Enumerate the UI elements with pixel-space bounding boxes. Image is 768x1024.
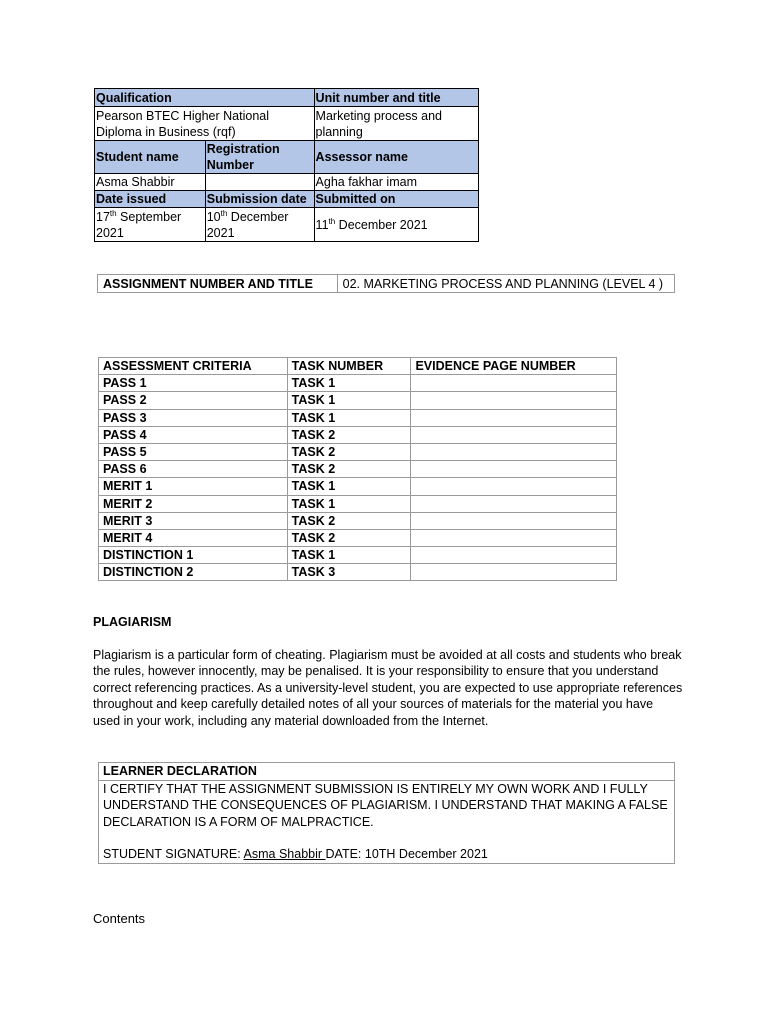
task-number-cell: TASK 2 (287, 443, 411, 460)
criteria-row (99, 461, 617, 478)
task-number-cell: TASK 2 (287, 512, 411, 529)
criteria-cell: PASS 5 (99, 443, 288, 460)
evidence-page-cell (411, 564, 617, 581)
task-number-cell: TASK 1 (287, 409, 411, 426)
contents-heading: Contents (93, 911, 146, 926)
task-number-cell: TASK 3 (287, 564, 411, 581)
declaration-body (99, 781, 675, 864)
evidence-page-cell (411, 375, 617, 392)
criteria-cell: MERIT 1 (99, 478, 288, 495)
assessor-label: Assessor name (314, 141, 478, 174)
evidence-page-cell (411, 512, 617, 529)
evidence-page-cell (411, 409, 617, 426)
task-number-cell: TASK 2 (287, 426, 411, 443)
evidence-page-cell (411, 426, 617, 443)
criteria-cell: MERIT 4 (99, 529, 288, 546)
criteria-cell: DISTINCTION 2 (99, 564, 288, 581)
criteria-cell: PASS 3 (99, 409, 288, 426)
submitted-on-label: Submitted on (314, 191, 478, 208)
criteria-row (99, 495, 617, 512)
assessment-criteria-table (98, 357, 617, 581)
declaration-heading: LEARNER DECLARATION (99, 763, 675, 781)
task-number-cell: TASK 1 (287, 478, 411, 495)
criteria-row (99, 443, 617, 460)
signature-line: STUDENT SIGNATURE: Asma Shabbir DATE: 10TH December 2021 (103, 847, 488, 862)
assignment-label: ASSIGNMENT NUMBER AND TITLE (98, 275, 338, 293)
criteria-header: ASSESSMENT CRITERIA (99, 358, 288, 375)
evidence-page-cell (411, 478, 617, 495)
assignment-title-table (97, 274, 675, 293)
task-number-header: TASK NUMBER (287, 358, 411, 375)
date-issued-value: 17th September 2021 (95, 208, 206, 242)
plagiarism-heading: PLAGIARISM (93, 615, 172, 629)
task-number-cell: TASK 1 (287, 375, 411, 392)
student-name-value: Asma Shabbir (95, 174, 206, 191)
criteria-cell: MERIT 3 (99, 512, 288, 529)
criteria-cell: PASS 1 (99, 375, 288, 392)
criteria-row (99, 478, 617, 495)
assignment-info-table (94, 88, 479, 242)
criteria-header-row (99, 358, 617, 375)
task-number-cell: TASK 1 (287, 547, 411, 564)
task-number-cell: TASK 1 (287, 392, 411, 409)
submission-date-value: 10th December 2021 (205, 208, 314, 242)
criteria-row (99, 375, 617, 392)
student-signature: Asma Shabbir (243, 847, 326, 862)
unit-value: Marketing process and planning (314, 107, 478, 141)
task-number-cell: TASK 2 (287, 529, 411, 546)
task-number-cell: TASK 1 (287, 495, 411, 512)
criteria-row (99, 547, 617, 564)
criteria-cell: MERIT 2 (99, 495, 288, 512)
criteria-cell: PASS 4 (99, 426, 288, 443)
assignment-value: 02. MARKETING PROCESS AND PLANNING (LEVEL 4 ) (337, 275, 674, 293)
learner-declaration-table (98, 762, 675, 864)
qualification-label: Qualification (95, 89, 315, 107)
criteria-cell: PASS 6 (99, 461, 288, 478)
evidence-page-cell (411, 529, 617, 546)
criteria-row (99, 529, 617, 546)
criteria-row (99, 392, 617, 409)
evidence-page-cell (411, 392, 617, 409)
submission-date-label: Submission date (205, 191, 314, 208)
criteria-row (99, 426, 617, 443)
student-name-label: Student name (95, 141, 206, 174)
declaration-date: DATE: 10TH December 2021 (325, 847, 488, 862)
evidence-page-header: EVIDENCE PAGE NUMBER (411, 358, 617, 375)
submitted-on-value: 11th December 2021 (314, 208, 478, 242)
criteria-row (99, 512, 617, 529)
registration-label: Registration Number (205, 141, 314, 174)
registration-value (205, 174, 314, 191)
task-number-cell: TASK 2 (287, 461, 411, 478)
evidence-page-cell (411, 443, 617, 460)
criteria-row (99, 409, 617, 426)
plagiarism-paragraph: Plagiarism is a particular form of cheating. Plagiarism must be avoided at all costs and students who break the rules, however innocently, may be penalised. It is your responsibility to ensure that you understand correct referencing practices. As a university-level student, you are expected to use appropriate references throughout and keep carefully detailed notes of all your sources of materials for the material you have used in your work, including any material downloaded from the Internet. (93, 648, 683, 728)
criteria-cell: PASS 2 (99, 392, 288, 409)
assessor-value: Agha fakhar imam (314, 174, 478, 191)
date-issued-label: Date issued (95, 191, 206, 208)
criteria-row (99, 564, 617, 581)
unit-label: Unit number and title (314, 89, 478, 107)
evidence-page-cell (411, 461, 617, 478)
declaration-statement: I CERTIFY THAT THE ASSIGNMENT SUBMISSION IS ENTIRELY MY OWN WORK AND I FULLY UNDERSTAND THE CONSEQUENCES OF PLAGIARISM. I UNDERSTAND THAT MAKING A FALSE DECLARATION IS A FORM OF MALPRACTICE. (103, 782, 668, 829)
evidence-page-cell (411, 495, 617, 512)
qualification-value: Pearson BTEC Higher National Diploma in Business (rqf) (95, 107, 315, 141)
criteria-cell: DISTINCTION 1 (99, 547, 288, 564)
evidence-page-cell (411, 547, 617, 564)
